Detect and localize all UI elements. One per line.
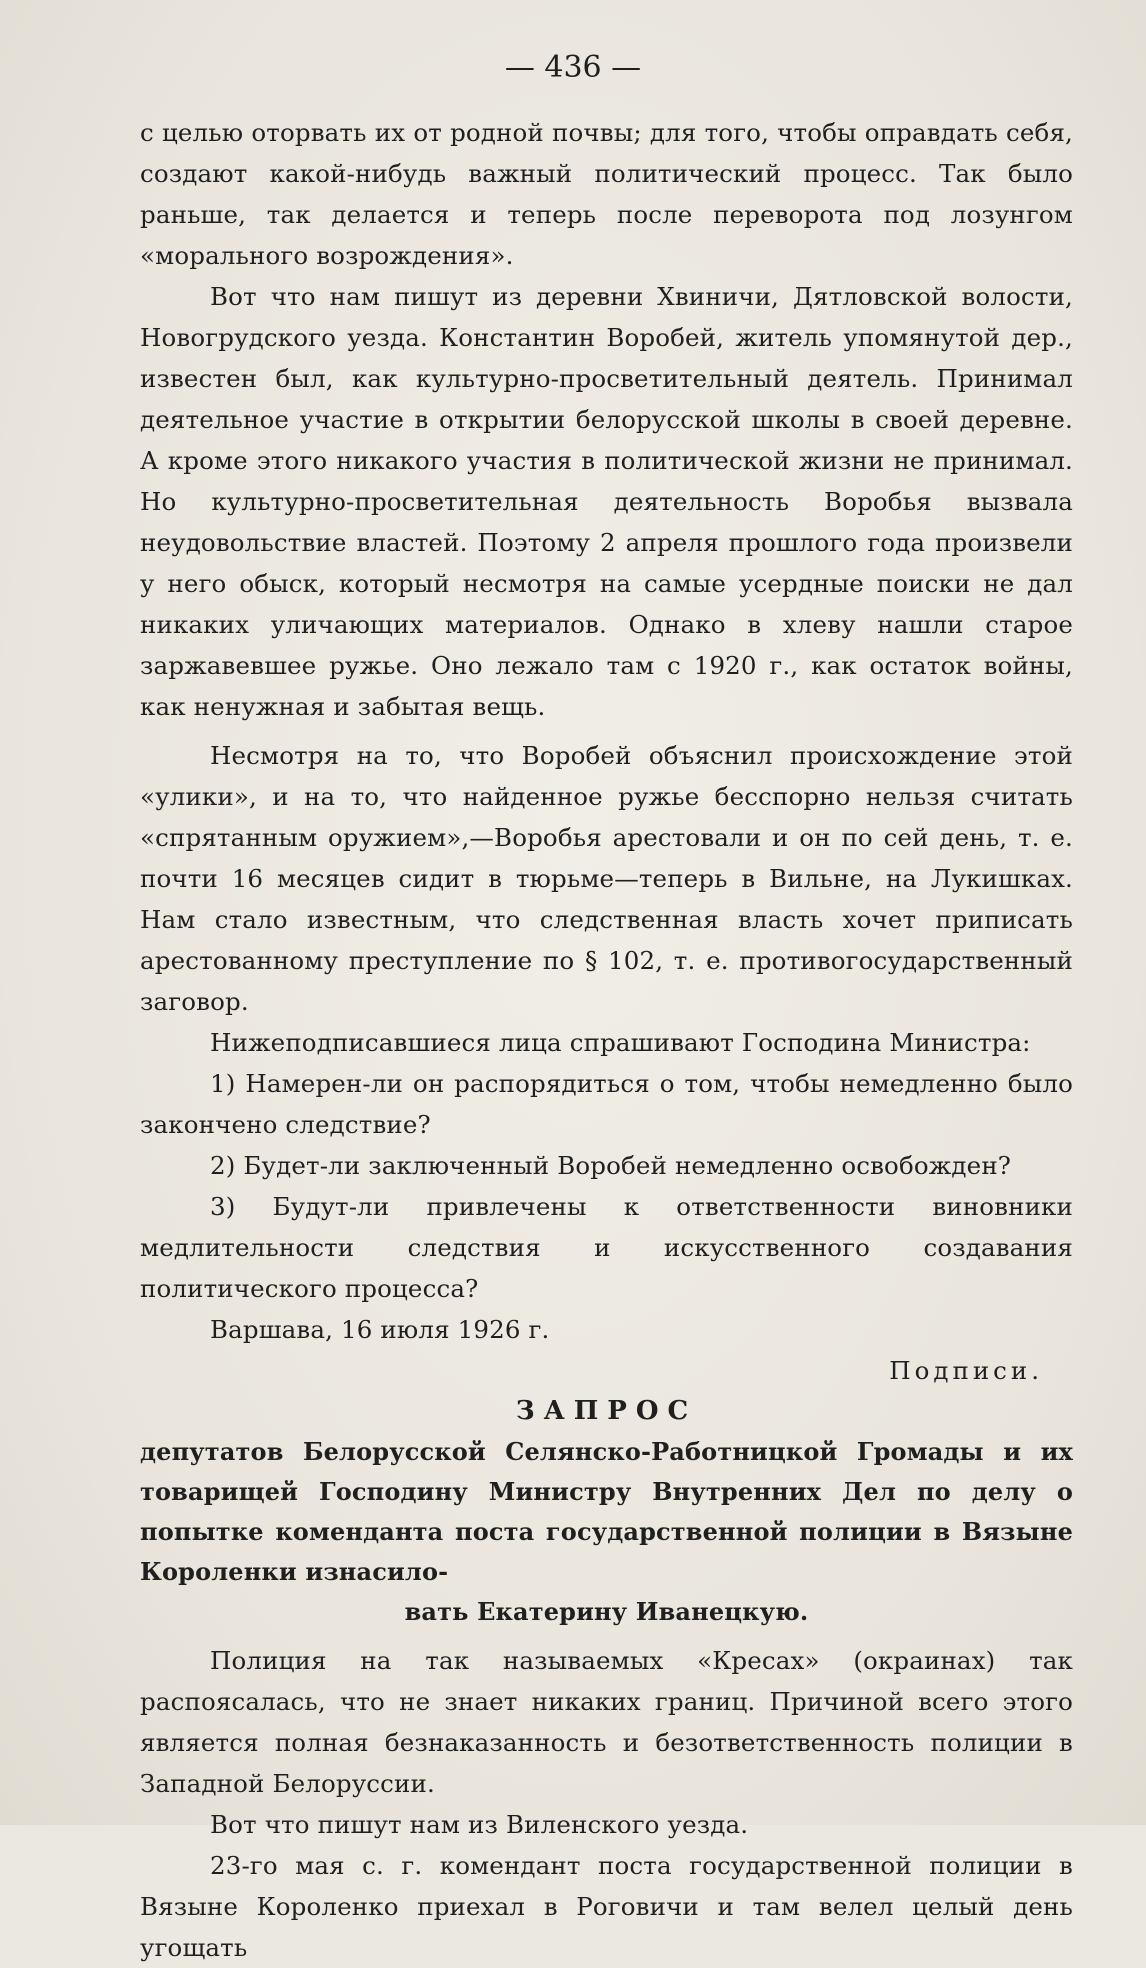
paragraph: Полиция на так называемых «Кресах» (окраинах) так распоясалась, что не знает никаких границ. Причиной всего этого является полная безнаказанность и безответственность полиции в Западной Белоруссии. — [140, 1646, 1073, 1798]
paragraph: Вот что пишут нам из Виленского уезда. — [210, 1810, 749, 1839]
paragraph: Нижеподписавшиеся лица спрашивают Господина Министра: — [210, 1028, 1031, 1057]
paragraph: 23-го мая с. г. комендант поста государственной полиции в Вязыне Короленко приехал в Роговичи и там велел целый день угощать — [140, 1851, 1073, 1962]
subheading-last-line: вать Екатерину Иванецкую. — [404, 1597, 809, 1626]
subheading-text: депутатов Белорусской Селянско-Работницкой Громады и их товарищей Господину Министру Внутренних Дел по делу о попытке коменданта поста государственной полиции в Вязыне Короленки изнасило- — [140, 1437, 1073, 1586]
paragraph: с целью оторвать их от родной почвы; для того, чтобы оправдать себя, создают какой-нибудь важный политический процесс. Так было раньше, так делается и теперь после переворота под лозунгом «морального возрождения». — [140, 118, 1073, 270]
paragraph: Несмотря на то, что Воробей объяснил происхождение этой «улики», и на то, что найденное ружье бесспорно нельзя считать «спрятанным оружием»,—Воробья арестовали и он по сей день, т. е. почти 16 месяцев сидит в тюрьме—теперь в Вильне, на Лукишках. Нам стало известным, что следственная власть хочет приписать арестованному преступление по § 102, т. е. противогосударственный заговор. — [140, 741, 1073, 1016]
date-line: Варшава, 16 июля 1926 г. — [210, 1315, 550, 1344]
signatures-line: Подписи. — [889, 1356, 1043, 1385]
question-item: 1) Намерен-ли он распорядиться о том, чтобы немедленно было закончено следствие? — [140, 1069, 1073, 1139]
section-subheading — [140, 1432, 1073, 1632]
paragraph: Вот что нам пишут из деревни Хвиничи, Дятловской волости, Новогрудского уезда. Константин Воробей, житель упомянутой дер., известен был, как культурно-просветительный деятель. Принимал деятельное участие в открытии белорусской школы в своей деревне. А кроме этого никакого участия в политической жизни не принимал. Но культурно-просветительная деятельность Воробья вызвала неудовольствие властей. Поэтому 2 апреля прошлого года произвели у него обыск, который несмотря на самые усердные поиски не дал никаких уличающих материалов. Однако в хлеву нашли старое заржавевшее ружье. Оно лежало там с 1920 г., как остаток войны, как ненужная и забытая вещь. — [140, 282, 1073, 721]
document-body — [140, 112, 1073, 1968]
section-heading: ЗАПРОС — [515, 1396, 698, 1426]
question-item: 2) Будет-ли заключенный Воробей немедленно освобожден? — [210, 1151, 1012, 1180]
page-number: — 436 — — [504, 50, 642, 85]
question-item: 3) Будут-ли привлечены к ответственности виновники медлительности следствия и искусственного создавания политического процесса? — [140, 1192, 1073, 1303]
